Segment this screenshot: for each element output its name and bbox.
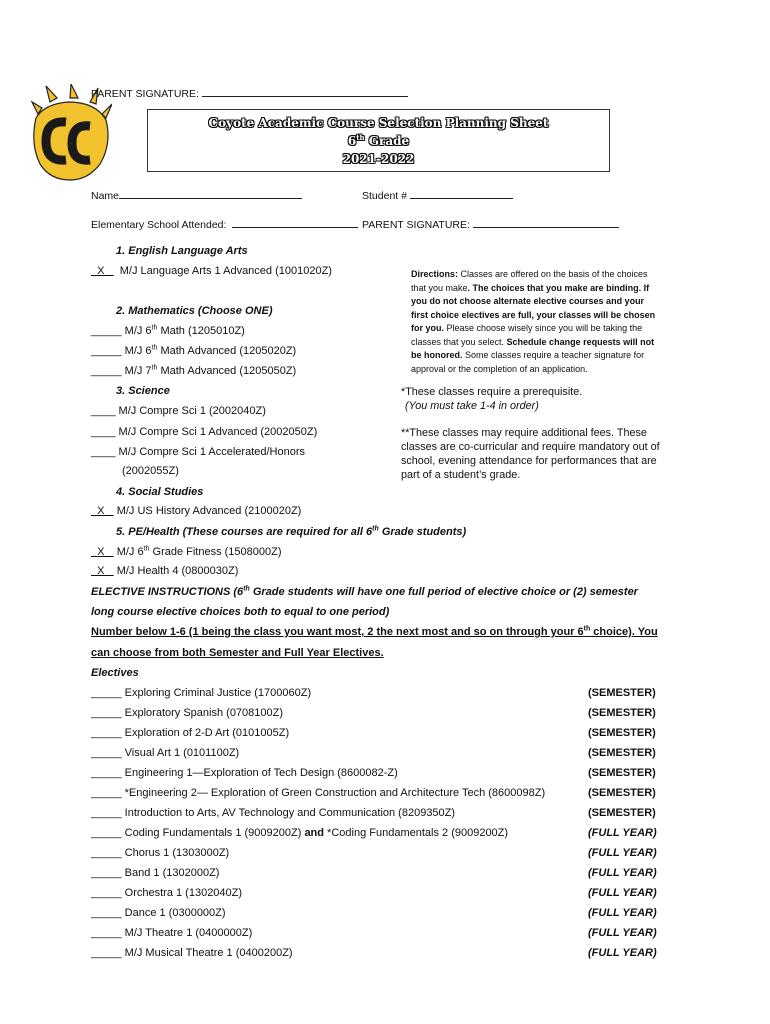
elective-rank-blank[interactable]: _____: [91, 947, 122, 959]
section-pe-heading: 5. PE/Health (These courses are required for all 6th Grade students): [116, 525, 467, 538]
math-course-row: _____ M/J 6th Math (1205010Z): [91, 324, 245, 337]
elective-row: _____ M/J Theatre 1 (0400000Z): [91, 927, 253, 939]
elective-rank-blank[interactable]: _____: [91, 687, 122, 699]
elective-rank-blank[interactable]: _____: [91, 847, 122, 859]
english-mark[interactable]: X: [97, 265, 105, 277]
elective-term: (FULL YEAR): [588, 927, 657, 939]
elective-rank-blank[interactable]: _____: [91, 747, 122, 759]
elective-term: (SEMESTER): [588, 727, 656, 739]
math-course-row: _____ M/J 6th Math Advanced (1205020Z): [91, 344, 297, 357]
elective-rank-blank[interactable]: _____: [91, 727, 122, 739]
elective-rank-blank[interactable]: _____: [91, 927, 122, 939]
section-science-heading: 3. Science: [116, 385, 170, 397]
elective-term: (FULL YEAR): [588, 867, 657, 879]
elective-row: _____ Introduction to Arts, AV Technology and Communication (8209350Z): [91, 807, 456, 819]
section-english-heading: 1. English Language Arts: [116, 245, 248, 257]
science-course-code: (2002055Z): [122, 465, 179, 477]
elective-row: _____ Exploratory Spanish (0708100Z): [91, 707, 284, 719]
elective-instructions-line2: long course elective choices both to equal to one period): [91, 606, 390, 618]
math-course-row: _____ M/J 7th Math Advanced (1205050Z): [91, 364, 297, 377]
elective-term: (SEMESTER): [588, 767, 656, 779]
health-course-row: X M/J Health 4 (0800030Z): [91, 565, 238, 577]
english-course: M/J Language Arts 1 Advanced (1001020Z): [119, 265, 332, 277]
elective-rank-blank[interactable]: _____: [91, 787, 122, 799]
elective-term: (FULL YEAR): [588, 887, 657, 899]
parent-signature-field: [362, 219, 619, 231]
elective-row: _____ Visual Art 1 (0101100Z): [91, 747, 240, 759]
prerequisite-note: *These classes require a prerequisite.: [401, 386, 583, 398]
science-course-row: ____ M/J Compre Sci 1 (2002040Z): [91, 405, 266, 417]
elementary-school-field: [91, 219, 358, 231]
elective-row: _____ Coding Fundamentals 1 (9009200Z) and *Coding Fundamentals 2 (9009200Z): [91, 827, 509, 839]
science-blank[interactable]: ____: [91, 405, 116, 417]
elective-rank-blank[interactable]: _____: [91, 907, 122, 919]
elective-term: (FULL YEAR): [588, 907, 657, 919]
elective-instructions-line3: Number below 1-6 (1 being the class you want most, 2 the next most and so on through your 6th choice). You: [91, 625, 658, 638]
directions-block: Directions: Classes are offered on the basis of the choices that you make. The choices that you make are binding. If you do not choose alternate elective courses and your first choice electives are full, your classes will be chosen for you. Please choose wisely since you will be taking the classes that you select. Schedule change requests will not be honored. Some classes require a teacher signature for approval or the completion of an application.: [411, 269, 656, 374]
elective-row: _____ M/J Musical Theatre 1 (0400200Z): [91, 947, 293, 959]
section-social-heading: 4. Social Studies: [116, 486, 204, 498]
logo-letters: CC: [70, 144, 72, 145]
elementary-school-label: Elementary School Attended:: [91, 219, 227, 231]
top-parent-signature-label: PARENT SIGNATURE:: [91, 88, 199, 100]
math-blank[interactable]: _____: [91, 345, 122, 357]
elective-row: _____ Band 1 (1302000Z): [91, 867, 220, 879]
name-field: [91, 190, 302, 202]
elective-rank-blank[interactable]: _____: [91, 707, 122, 719]
elective-row: _____ Exploration of 2-D Art (0101005Z): [91, 727, 290, 739]
prerequisite-note-detail: (You must take 1-4 in order): [405, 400, 539, 412]
english-course-row: [91, 265, 332, 277]
fees-note: **These classes may require additional fees. These classes are co-curricular and require mandatory out of school, evening attendance for performances that are part of a student’s grade.: [401, 427, 660, 481]
elementary-school-input-line[interactable]: [232, 226, 358, 228]
elective-instructions-line1: ELECTIVE INSTRUCTIONS (6th Grade students will have one full period of elective choice or (2) semester: [91, 585, 638, 598]
elective-rank-blank[interactable]: _____: [91, 887, 122, 899]
elective-row: _____ Chorus 1 (1303000Z): [91, 847, 230, 859]
directions-label: Directions:: [411, 269, 459, 279]
elective-term: (SEMESTER): [588, 747, 656, 759]
elective-rank-blank[interactable]: _____: [91, 827, 122, 839]
pe-mark[interactable]: X: [97, 546, 105, 558]
elective-row: _____ Engineering 1—Exploration of Tech Design (8600082-Z): [91, 767, 398, 779]
science-course-row: ____ M/J Compre Sci 1 Accelerated/Honors: [91, 446, 306, 458]
elective-term: (FULL YEAR): [588, 827, 657, 839]
elective-term: (SEMESTER): [588, 707, 656, 719]
social-mark[interactable]: X: [97, 505, 105, 517]
elective-rank-blank[interactable]: _____: [91, 867, 122, 879]
elective-term: (SEMESTER): [588, 687, 656, 699]
social-course-row: X M/J US History Advanced (2100020Z): [91, 505, 301, 517]
electives-heading: Electives: [91, 667, 139, 679]
grade-title: 6th Grade: [347, 133, 410, 148]
elective-instructions-line4: can choose from both Semester and Full Year Electives.: [91, 647, 384, 659]
school-year: 2021-2022: [342, 152, 415, 166]
elective-row: _____ Orchestra 1 (1302040Z): [91, 887, 243, 899]
section-math-heading: 2. Mathematics (Choose ONE): [116, 305, 273, 317]
science-blank[interactable]: ____: [91, 446, 116, 458]
top-parent-signature: [91, 88, 408, 100]
parent-signature-input-line[interactable]: [473, 226, 619, 228]
student-number-input-line[interactable]: [410, 197, 513, 199]
name-label: Name: [91, 190, 120, 202]
student-number-label: Student #: [362, 190, 407, 202]
elective-term: (SEMESTER): [588, 807, 656, 819]
name-input-line[interactable]: [119, 197, 302, 199]
elective-term: (FULL YEAR): [588, 947, 657, 959]
page-title: Coyote Academic Course Selection Planning Sheet: [208, 116, 549, 130]
student-number-field: [362, 190, 513, 202]
science-course-row: ____ M/J Compre Sci 1 Advanced (2002050Z): [91, 426, 318, 438]
pe-course-row: X M/J 6th Grade Fitness (1508000Z): [91, 546, 282, 558]
health-mark[interactable]: X: [97, 565, 105, 577]
parent-signature-label: PARENT SIGNATURE:: [362, 219, 470, 231]
science-blank[interactable]: ____: [91, 426, 116, 438]
elective-term: (SEMESTER): [588, 787, 656, 799]
elective-row: _____ Dance 1 (0300000Z): [91, 907, 226, 919]
math-blank[interactable]: _____: [91, 325, 122, 337]
title-box: [147, 109, 610, 172]
math-blank[interactable]: _____: [91, 365, 122, 377]
elective-term: (FULL YEAR): [588, 847, 657, 859]
elective-row: _____ Exploring Criminal Justice (1700060Z): [91, 687, 312, 699]
elective-rank-blank[interactable]: _____: [91, 807, 122, 819]
top-parent-signature-line[interactable]: [202, 95, 408, 97]
elective-rank-blank[interactable]: _____: [91, 767, 122, 779]
elective-row: _____ *Engineering 2— Exploration of Green Construction and Architecture Tech (8600098Z): [91, 787, 546, 799]
